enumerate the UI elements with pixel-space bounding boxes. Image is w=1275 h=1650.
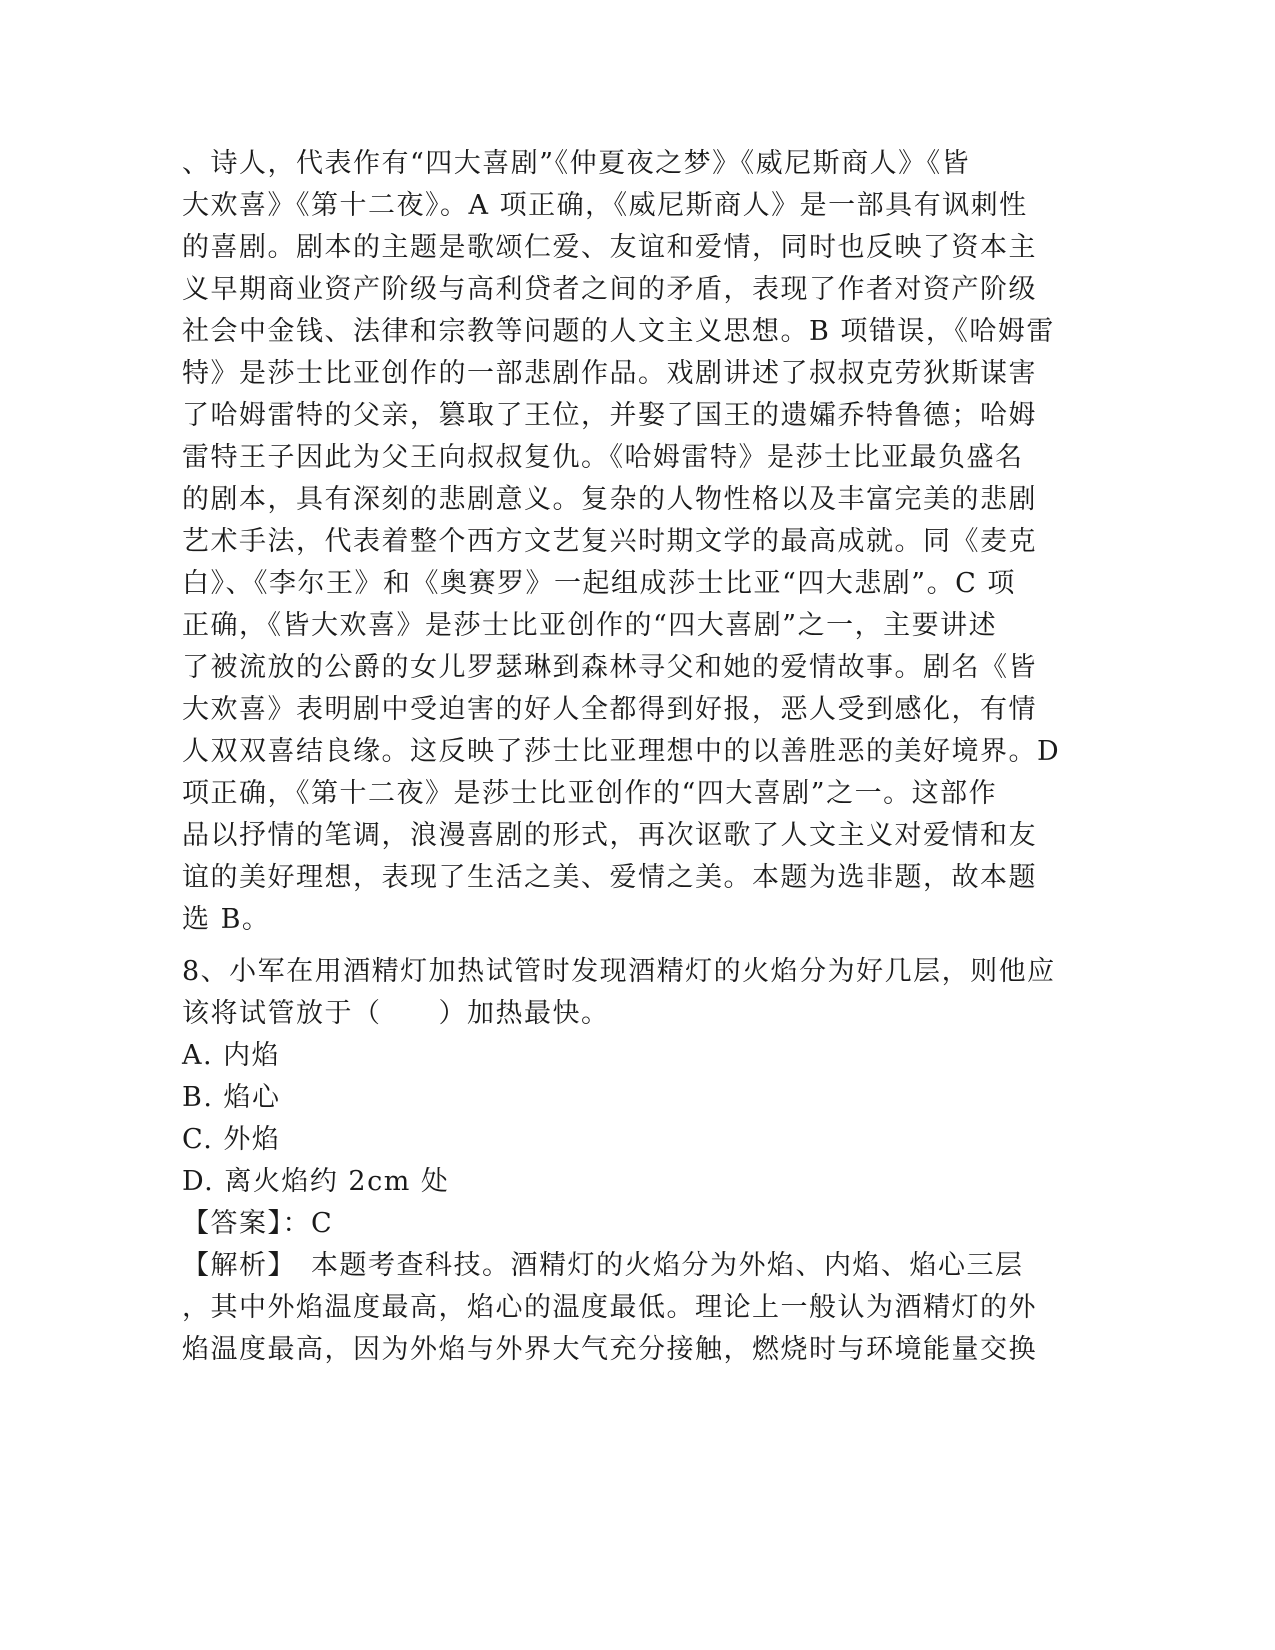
option-c: C. 外焰: [182, 1124, 281, 1155]
text-line: 项正确，《第十二夜》是莎士比亚创作的“四大喜剧”之一。这部作: [182, 778, 998, 809]
text-line: 社会中金钱、法律和宗教等问题的人文主义思想。B 项错误，《哈姆雷: [182, 316, 1055, 347]
text-line: 了哈姆雷特的父亲，篡取了王位，并娶了国王的遗孀乔特鲁德；哈姆: [182, 400, 1037, 431]
text-line: 大欢喜》《第十二夜》。A 项正确，《威尼斯商人》是一部具有讽刺性: [182, 190, 1028, 221]
text-line: 大欢喜》表明剧中受迫害的好人全都得到好报，恶人受到感化，有情: [182, 694, 1037, 725]
text-line: 正确，《皆大欢喜》是莎士比亚创作的“四大喜剧”之一，主要讲述: [182, 610, 998, 641]
text-line: 的剧本，具有深刻的悲剧意义。复杂的人物性格以及丰富完美的悲剧: [182, 484, 1037, 515]
text-line: 艺术手法，代表着整个西方文艺复兴时期文学的最高成就。同《麦克: [182, 526, 1037, 557]
text-line: 白》、《李尔王》和《奥赛罗》一起组成莎士比亚“四大悲剧”。C 项: [182, 568, 1016, 599]
text-line: 选 B。: [182, 904, 271, 935]
answer-line: 【答案】：C: [182, 1208, 334, 1239]
analysis-line: 焰温度最高，因为外焰与外界大气充分接触，燃烧时与环境能量交换: [182, 1334, 1037, 1365]
analysis-line: ，其中外焰温度最高，焰心的温度最低。理论上一般认为酒精灯的外: [182, 1292, 1037, 1323]
text-line: 谊的美好理想，表现了生活之美、爱情之美。本题为选非题，故本题: [182, 862, 1037, 893]
document-page: [182, 143, 1082, 1371]
analysis-line: 【解析】 本题考查科技。酒精灯的火焰分为外焰、内焰、焰心三层: [182, 1250, 1024, 1281]
text-line: 品以抒情的笔调，浪漫喜剧的形式，再次讴歌了人文主义对爱情和友: [182, 820, 1037, 851]
text-line: 人双双喜结良缘。这反映了莎士比亚理想中的以善胜恶的美好境界。D: [182, 736, 1061, 767]
question-stem-line: 该将试管放于（ ）加热最快。: [182, 998, 610, 1029]
previous-answer-explanation: [182, 143, 1082, 941]
text-line: 了被流放的公爵的女儿罗瑟琳到森林寻父和她的爱情故事。剧名《皆: [182, 652, 1037, 683]
option-a: A. 内焰: [182, 1040, 281, 1071]
text-line: 、诗人，代表作有“四大喜剧”《仲夏夜之梦》《威尼斯商人》《皆: [182, 148, 971, 179]
option-b: B. 焰心: [182, 1082, 281, 1113]
option-d: D. 离火焰约 2cm 处: [182, 1166, 450, 1197]
text-line: 特》是莎士比亚创作的一部悲剧作品。戏剧讲述了叔叔克劳狄斯谋害: [182, 358, 1037, 389]
question-block: [182, 951, 1082, 1371]
text-line: 雷特王子因此为父王向叔叔复仇。《哈姆雷特》是莎士比亚最负盛名: [182, 442, 1024, 473]
paragraph-spacer: [182, 941, 1082, 951]
question-stem-line: 8、小军在用酒精灯加热试管时发现酒精灯的火焰分为好几层，则他应: [182, 956, 1056, 987]
text-line: 的喜剧。剧本的主题是歌颂仁爱、友谊和爱情，同时也反映了资本主: [182, 232, 1037, 263]
text-line: 义早期商业资产阶级与高利贷者之间的矛盾，表现了作者对资产阶级: [182, 274, 1037, 305]
